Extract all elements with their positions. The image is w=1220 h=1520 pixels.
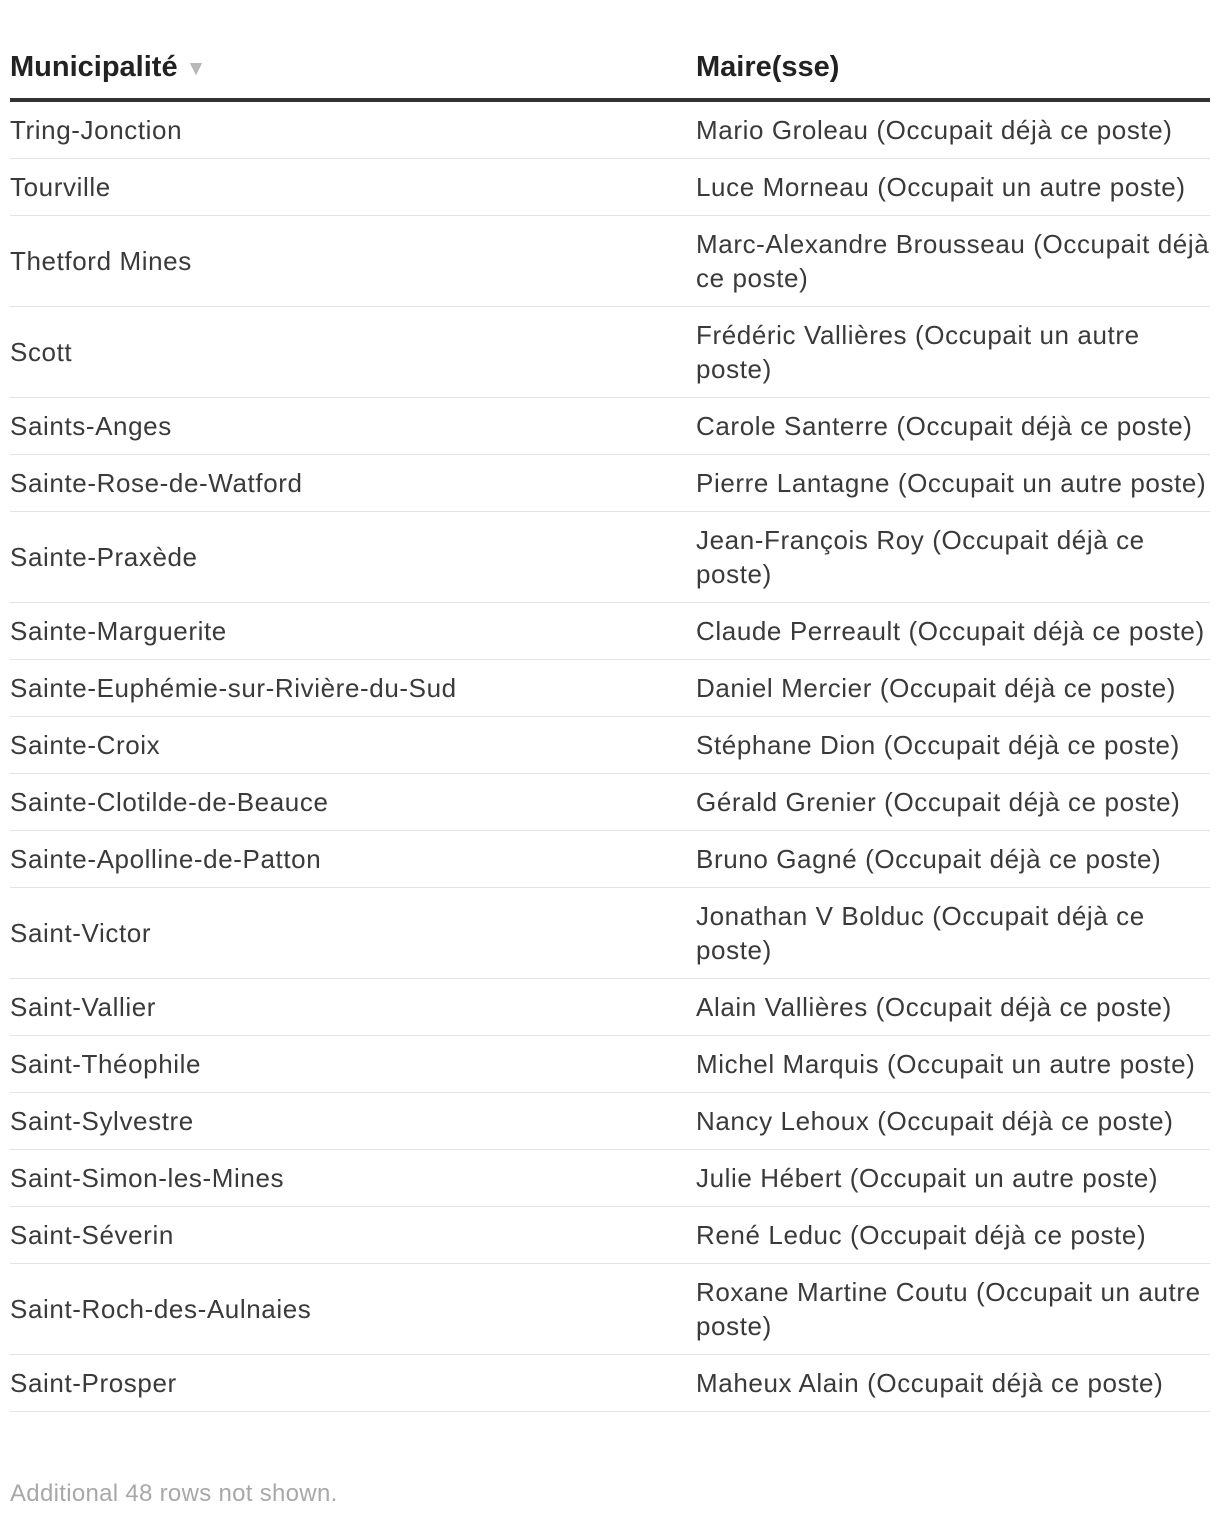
sort-descending-icon[interactable]: ▼ xyxy=(185,57,207,80)
table-row xyxy=(10,1264,1210,1355)
municipality-cell: Thetford Mines xyxy=(10,216,696,307)
table-row xyxy=(10,1093,1210,1150)
table-row xyxy=(10,660,1210,717)
mayor-cell: Stéphane Dion (Occupait déjà ce poste) xyxy=(696,717,1210,774)
table-row xyxy=(10,512,1210,603)
table-row xyxy=(10,603,1210,660)
municipality-cell: Sainte-Apolline-de-Patton xyxy=(10,831,696,888)
table-row xyxy=(10,831,1210,888)
table-row xyxy=(10,888,1210,979)
mayor-cell: Pierre Lantagne (Occupait un autre poste) xyxy=(696,455,1210,512)
table-row xyxy=(10,1036,1210,1093)
mayor-cell: Claude Perreault (Occupait déjà ce poste) xyxy=(696,603,1210,660)
municipality-cell: Saint-Victor xyxy=(10,888,696,979)
table-row xyxy=(10,216,1210,307)
mayor-cell: Nancy Lehoux (Occupait déjà ce poste) xyxy=(696,1093,1210,1150)
municipality-cell: Saint-Vallier xyxy=(10,979,696,1036)
municipality-cell: Saint-Roch-des-Aulnaies xyxy=(10,1264,696,1355)
column-header-mayor-label: Maire(sse) xyxy=(696,51,840,83)
mayor-cell: Frédéric Vallières (Occupait un autre poste) xyxy=(696,307,1210,398)
table-row xyxy=(10,398,1210,455)
mayor-cell: Marc-Alexandre Brousseau (Occupait déjà ce poste) xyxy=(696,216,1210,307)
mayors-table xyxy=(10,40,1210,1412)
mayors-table-container xyxy=(10,40,1210,1412)
municipality-cell: Tourville xyxy=(10,159,696,216)
table-row xyxy=(10,1355,1210,1412)
municipality-cell: Sainte-Euphémie-sur-Rivière-du-Sud xyxy=(10,660,696,717)
municipality-cell: Saint-Théophile xyxy=(10,1036,696,1093)
mayor-cell: Luce Morneau (Occupait un autre poste) xyxy=(696,159,1210,216)
mayor-cell: Julie Hébert (Occupait un autre poste) xyxy=(696,1150,1210,1207)
mayor-cell: Bruno Gagné (Occupait déjà ce poste) xyxy=(696,831,1210,888)
mayor-cell: René Leduc (Occupait déjà ce poste) xyxy=(696,1207,1210,1264)
municipality-cell: Saint-Prosper xyxy=(10,1355,696,1412)
table-row xyxy=(10,717,1210,774)
municipality-cell: Tring-Jonction xyxy=(10,100,696,159)
table-row xyxy=(10,979,1210,1036)
municipality-cell: Sainte-Marguerite xyxy=(10,603,696,660)
table-row xyxy=(10,307,1210,398)
mayor-cell: Gérald Grenier (Occupait déjà ce poste) xyxy=(696,774,1210,831)
mayor-cell: Maheux Alain (Occupait déjà ce poste) xyxy=(696,1355,1210,1412)
column-header-municipality-label: Municipalité xyxy=(10,51,178,83)
table-row xyxy=(10,1150,1210,1207)
mayor-cell: Mario Groleau (Occupait déjà ce poste) xyxy=(696,100,1210,159)
table-row xyxy=(10,159,1210,216)
municipality-cell: Sainte-Croix xyxy=(10,717,696,774)
column-header-mayor[interactable] xyxy=(696,40,1210,100)
mayor-cell: Jonathan V Bolduc (Occupait déjà ce poste) xyxy=(696,888,1210,979)
mayor-cell: Roxane Martine Coutu (Occupait un autre poste) xyxy=(696,1264,1210,1355)
municipality-cell: Saint-Séverin xyxy=(10,1207,696,1264)
mayor-cell: Michel Marquis (Occupait un autre poste) xyxy=(696,1036,1210,1093)
municipality-cell: Saints-Anges xyxy=(10,398,696,455)
municipality-cell: Scott xyxy=(10,307,696,398)
mayor-cell: Carole Santerre (Occupait déjà ce poste) xyxy=(696,398,1210,455)
table-row xyxy=(10,774,1210,831)
column-header-municipality[interactable] xyxy=(10,40,696,100)
municipality-cell: Saint-Sylvestre xyxy=(10,1093,696,1150)
mayor-cell: Jean-François Roy (Occupait déjà ce poste) xyxy=(696,512,1210,603)
table-row xyxy=(10,455,1210,512)
municipality-cell: Saint-Simon-les-Mines xyxy=(10,1150,696,1207)
municipality-cell: Sainte-Rose-de-Watford xyxy=(10,455,696,512)
municipality-cell: Sainte-Clotilde-de-Beauce xyxy=(10,774,696,831)
municipality-cell: Sainte-Praxède xyxy=(10,512,696,603)
table-row xyxy=(10,1207,1210,1264)
mayor-cell: Alain Vallières (Occupait déjà ce poste) xyxy=(696,979,1210,1036)
table-row xyxy=(10,100,1210,159)
table-header-row xyxy=(10,40,1210,100)
mayor-cell: Daniel Mercier (Occupait déjà ce poste) xyxy=(696,660,1210,717)
table-body xyxy=(10,100,1210,1412)
rows-not-shown-note: Additional 48 rows not shown. xyxy=(10,1480,338,1507)
